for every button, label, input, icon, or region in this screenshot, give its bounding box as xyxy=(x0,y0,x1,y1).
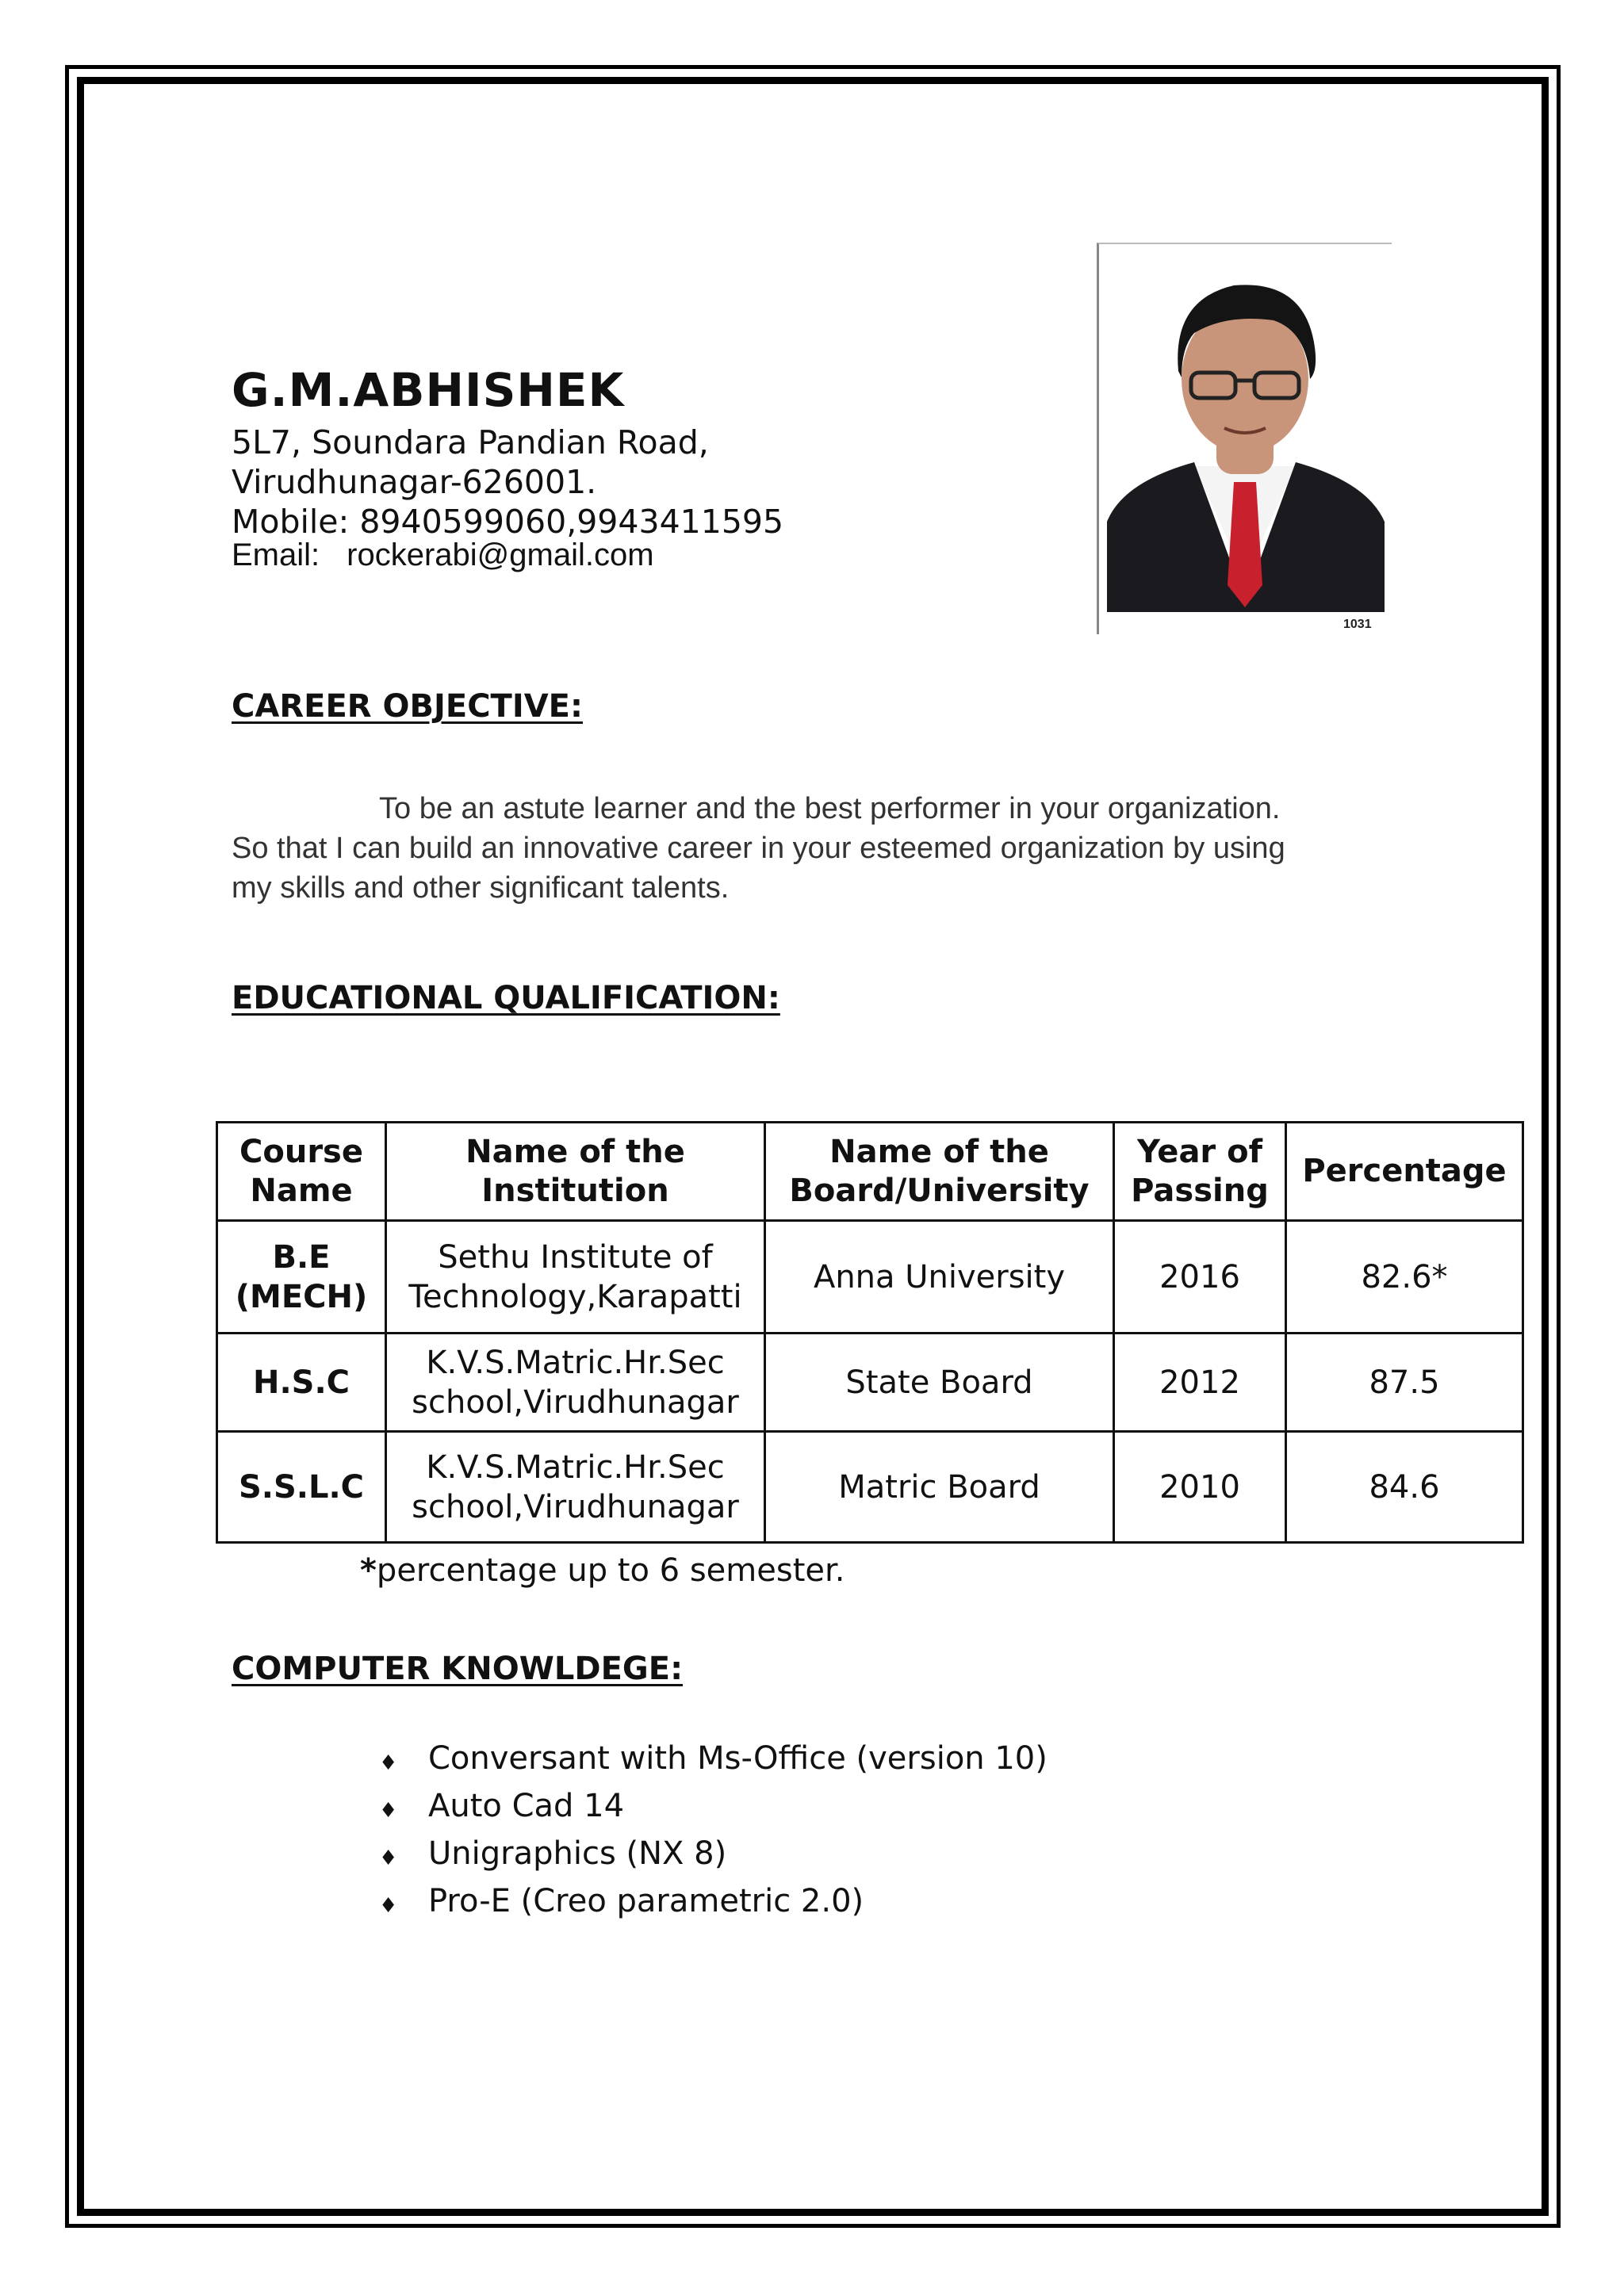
percentage-cell: 87.5 xyxy=(1286,1334,1523,1432)
course-cell: H.S.C xyxy=(217,1334,386,1432)
career-objective-text xyxy=(232,789,1381,908)
email-row xyxy=(232,538,654,573)
profile-photo-illustration xyxy=(1099,244,1392,634)
objective-line-2: So that I can build an innovative career in your esteemed organization by using xyxy=(232,832,1285,865)
institution-cell: K.V.S.Matric.Hr.Sec school,Virudhunagar xyxy=(386,1432,765,1543)
email-address[interactable]: rockerabi@gmail.com xyxy=(347,538,654,572)
objective-line-1: To be an astute learner and the best performer in your organization. xyxy=(379,792,1281,825)
table-row xyxy=(217,1334,1523,1432)
diamond-bullet-icon: ♦ xyxy=(379,1894,398,1918)
table-footnote xyxy=(360,1552,845,1589)
percentage-cell: 84.6 xyxy=(1286,1432,1523,1543)
column-header-year: Year of Passing xyxy=(1114,1123,1286,1221)
board-cell: State Board xyxy=(765,1334,1114,1432)
course-cell: B.E (MECH) xyxy=(217,1221,386,1334)
institution-cell: K.V.S.Matric.Hr.Sec school,Virudhunagar xyxy=(386,1334,765,1432)
table-row xyxy=(217,1432,1523,1543)
table-row xyxy=(217,1221,1523,1334)
column-header-percentage: Percentage xyxy=(1286,1123,1523,1221)
board-cell: Anna University xyxy=(765,1221,1114,1334)
year-cell: 2010 xyxy=(1114,1432,1286,1543)
footnote-star: * xyxy=(360,1552,377,1589)
profile-photo xyxy=(1097,243,1392,634)
course-cell: S.S.L.C xyxy=(217,1432,386,1543)
diamond-bullet-icon: ♦ xyxy=(379,1751,398,1775)
year-cell: 2012 xyxy=(1114,1334,1286,1432)
diamond-bullet-icon: ♦ xyxy=(379,1846,398,1870)
address-line-2: Virudhunagar-626001. xyxy=(232,463,597,501)
percentage-cell: 82.6* xyxy=(1286,1221,1523,1334)
board-cell: Matric Board xyxy=(765,1432,1114,1543)
educational-qualification-heading: EDUCATIONAL QUALIFICATION: xyxy=(232,980,780,1016)
column-header-course: Course Name xyxy=(217,1123,386,1221)
career-objective-heading: CAREER OBJECTIVE: xyxy=(232,688,583,725)
photo-caption: 1031 xyxy=(1343,618,1372,631)
email-label: Email: xyxy=(232,538,320,572)
year-cell: 2016 xyxy=(1114,1221,1286,1334)
footnote-text: percentage up to 6 semester. xyxy=(376,1552,845,1589)
column-header-institution: Name of the Institution xyxy=(386,1123,765,1221)
institution-cell: Sethu Institute of Technology,Karapatti xyxy=(386,1221,765,1334)
computer-knowledge-heading: COMPUTER KNOWLDEGE: xyxy=(232,1651,684,1687)
address-line-1: 5L7, Soundara Pandian Road, xyxy=(232,423,709,461)
diamond-bullet-icon: ♦ xyxy=(379,1799,398,1823)
table-header-row xyxy=(217,1123,1523,1221)
column-header-board: Name of the Board/University xyxy=(765,1123,1114,1221)
objective-line-3: my skills and other significant talents. xyxy=(232,871,730,905)
candidate-name: G.M.ABHISHEK xyxy=(232,363,625,417)
mobile-numbers: Mobile: 8940599060,9943411595 xyxy=(232,503,784,541)
education-table xyxy=(216,1121,1524,1544)
